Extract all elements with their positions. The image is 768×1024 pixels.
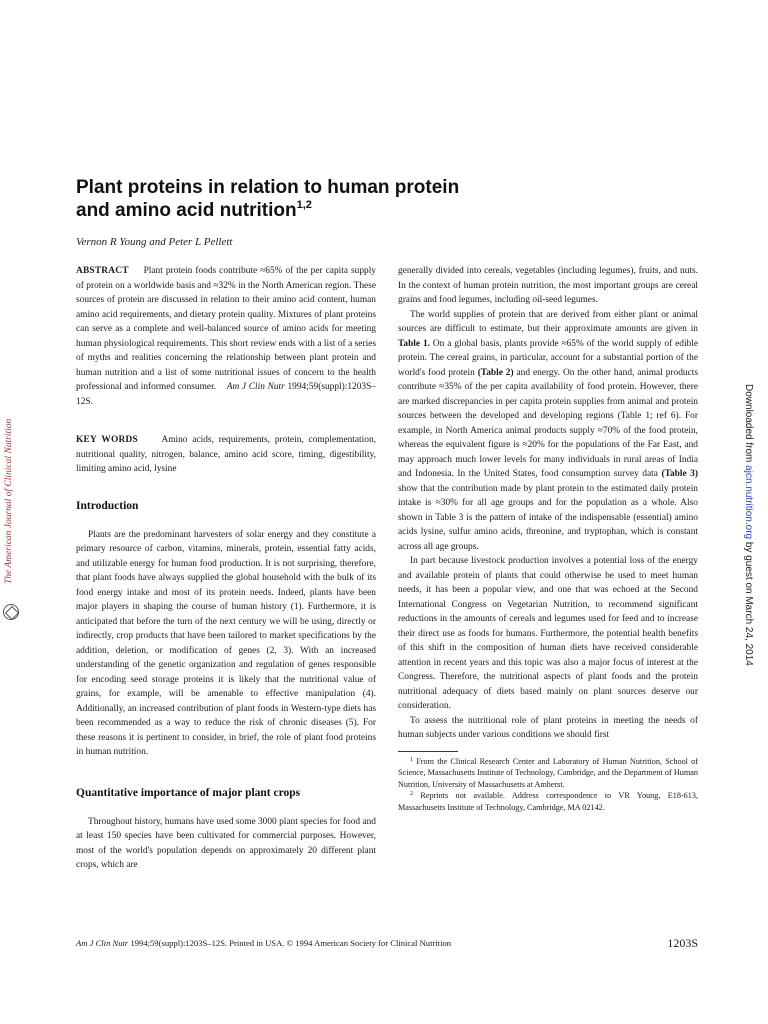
body-paragraph-4: To assess the nutritional role of plant proteins in meeting the needs of human subjects under various conditions we should first bbox=[398, 715, 698, 740]
quantitative-paragraph: Throughout history, humans have used some 3000 plant species for food and at least 150 species have been cultivated for commercial purposes. However, most of the world's population depends on approximately 20 different plant crops, which are bbox=[76, 816, 376, 870]
download-notice-prefix: Downloaded from bbox=[743, 384, 754, 466]
page-footer bbox=[76, 935, 698, 951]
footnote-rule bbox=[398, 751, 458, 752]
table-3-ref[interactable]: (Table 3) bbox=[661, 469, 698, 479]
title-line-1: Plant proteins in relation to human protein bbox=[76, 177, 460, 198]
journal-site-link[interactable]: ajcn.nutrition.org bbox=[743, 465, 754, 540]
keywords bbox=[76, 433, 376, 477]
title-footnote-marks: 1,2 bbox=[296, 199, 312, 211]
download-notice-suffix: by guest on March 24, 2014 bbox=[743, 539, 754, 666]
abstract-citation: Am J Clin Nutr bbox=[226, 382, 285, 392]
footnote-1 bbox=[398, 756, 698, 791]
footnote-1-mark: 1 bbox=[410, 756, 413, 763]
title-line-2: and amino acid nutrition bbox=[76, 200, 297, 221]
body-paragraph-1: generally divided into cereals, vegetables (including legumes), fruits, and nuts. In the context of human protein nutrition, the most important groups are cereal grains and food legumes, including oil-seed legumes. bbox=[398, 266, 698, 305]
right-column bbox=[398, 264, 698, 813]
introduction-paragraph: Plants are the predominant harvesters of solar energy and they constitute a primary resource of carbon, vitamins, minerals, protein, essential fatty acids, and utilizable energy for human food production. It is not surprising, therefore, that plant foods have always supplied the global household with the bulk of its food energy intake and most of its protein needs. Indeed, plants have been major players in shaping the course of human history (1). Furthermore, it is anticipated that before the turn of the next century we will be using, directly or indirectly, crop products that have been tailored to market specifications by the addition, deletion, or modification of genes (2, 3). With an increased understanding of the genetic organization and regulation of genes responsible for encoding seed storage proteins it is likely that the nutritional value of grains, for example, will be amenable to effective manipulation (4). Additionally, an increased contribution of plant foods in Western-type diets has been recommended as a way to reduce the risk of chronic diseases (5). For these reasons it is pertinent to consider, in brief, the role of plant food proteins in human nutrition. bbox=[76, 529, 376, 757]
p2-text-d: show that the contribution made by plant protein to the estimated daily protein intake is ≈30% for all age groups and for the population as a whole. Also shown in Table 3 is the pattern of intake of the indispensable (essential) amino acids lysine, sulfur amino acids, threonine, and tryptophan, which is constant across all age groups. bbox=[398, 483, 698, 552]
article-authors: Vernon R Young and Peter L Pellett bbox=[76, 236, 233, 248]
section-heading-introduction: Introduction bbox=[76, 499, 139, 512]
p2-text-c: and energy. On the other hand, animal products contribute ≈35% of the per capita availability of food protein. However, there are marked discrepancies in per capita protein supplies from animal and protein sources between the developed and developing regions (Table 1; ref 6). For example, in North America animal products supply ≈70% of the food protein, whereas the equivalent figure is ≈20% for the populations of the Far East, and may approach much lower levels for many individuals in rural areas of India and Indonesia. In the United States, food consumption survey data bbox=[398, 367, 699, 479]
keywords-body: Amino acids, requirements, protein, complementation, nutritional quality, nitrogen, balance, amino acid score, timing, digestibility, limiting amino acid, lysine bbox=[76, 435, 376, 474]
section-heading-quantitative: Quantitative importance of major plant crops bbox=[76, 786, 301, 799]
table-1-ref[interactable]: Table 1. bbox=[398, 338, 430, 349]
abstract-label: ABSTRACT bbox=[76, 266, 129, 276]
abstract bbox=[76, 264, 376, 409]
p2-text-a: The world supplies of protein that are derived from either plant or animal sources are difficult to estimate, but their approximate amounts are given in bbox=[398, 309, 698, 334]
footnote-2 bbox=[398, 790, 698, 813]
footnote-1-text: From the Clinical Research Center and Laboratory of Human Nutrition, School of Science, Massachusetts Institute of Technology, Cambridge, and the Department of Human Nutrition, University of Massachusetts at Amherst. bbox=[398, 756, 698, 789]
body-paragraph-3: In part because livestock production involves a potential loss of the energy and available protein of plants that could otherwise be used to meet human needs, it has been a popular view, and one that was echoed at the Second International Congress on Vegetarian Nutrition, to recommend significant reductions in the amounts of cereals and legumes used for feed and to increase their direct use as foods for humans. Furthermore, the potential health benefits of this shift in the composition of human diets have received considerable attention in recent years and this topic was also a major focus of interest at the Congress. Therefore, the nutritional aspects of plant foods and the protein nutritional adequacy of diets based mainly on plant sources deserve our consideration. bbox=[398, 556, 698, 711]
footnote-2-text: Reprints not available. Address correspondence to VR Young, E18-613, Massachusetts Institute of Technology, Cambridge, MA 02142. bbox=[398, 791, 699, 812]
article-title bbox=[76, 176, 636, 222]
left-column bbox=[76, 264, 376, 873]
footer-text: 1994;59(suppl):1203S–12S. Printed in USA. © 1994 American Society for Clinical Nutrition bbox=[130, 938, 452, 948]
footnote-2-mark: 2 bbox=[410, 791, 413, 797]
abstract-citation-rest: 1994;59(suppl):1203S–12S. bbox=[76, 382, 377, 407]
table-2-ref[interactable]: (Table 2) bbox=[477, 367, 514, 378]
footer-journal: Am J Clin Nutr bbox=[76, 938, 129, 948]
body-paragraph-2 bbox=[398, 308, 698, 555]
download-notice bbox=[736, 384, 754, 666]
footer-citation bbox=[76, 938, 451, 948]
page-number: 1203S bbox=[667, 935, 698, 950]
keywords-label: KEY WORDS bbox=[76, 435, 138, 445]
abstract-body: Plant protein foods contribute ≈65% of the per capita supply of protein on a worldwide basis and ≈32% in the North American region. These sources of protein are discussed in relation to their amino acid content, human amino acid requirements, and dietary protein quality. Mixtures of plant proteins can serve as a complete and well-balanced source of amino acids for meeting human physiological requirements. This short review ends with a list of a series of myths and realities concerning the relationship between plant protein and human nutrition and a list of some nutritional issues of concern to the health professional and informed consumer. bbox=[76, 266, 376, 392]
journal-watermark: The American Journal of Clinical Nutrition bbox=[4, 418, 14, 584]
p2-text-b: On a global basis, plants provide ≈65% of the world supply of edible protein. The cereal grains, in particular, account for a substantial portion of the world's food protein bbox=[398, 338, 699, 378]
journal-seal-icon bbox=[3, 604, 19, 620]
